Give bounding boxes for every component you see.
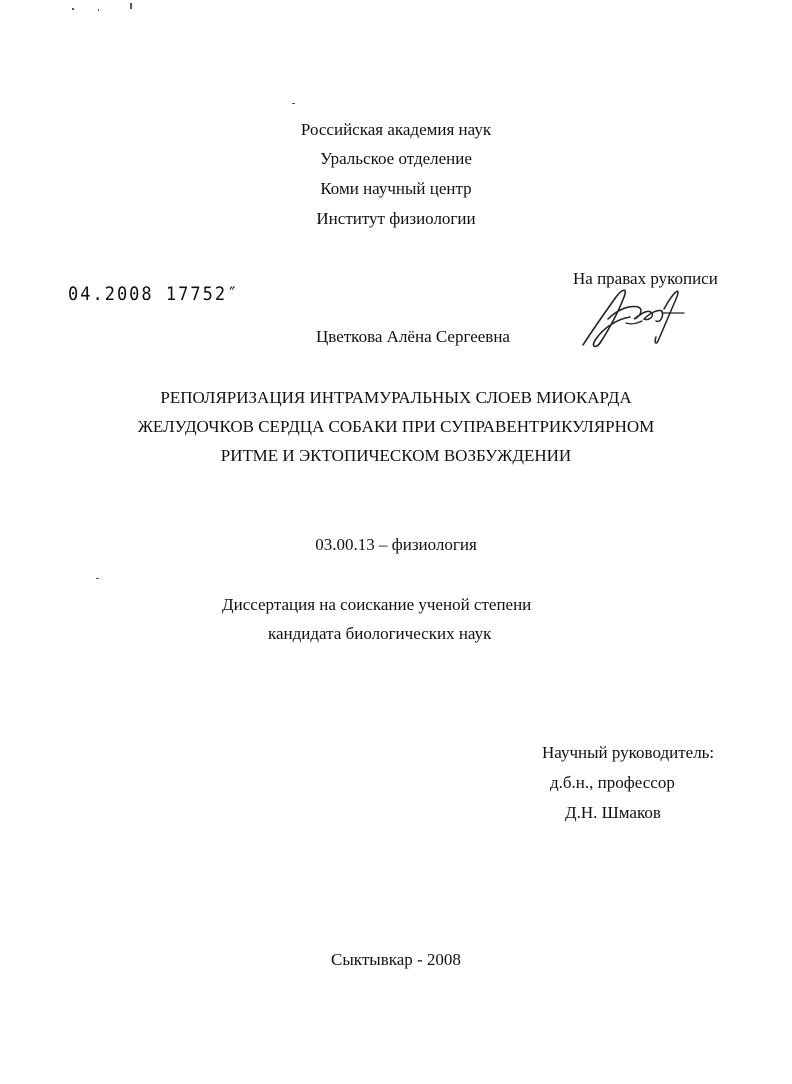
organization-line-3: Коми научный центр — [320, 179, 472, 198]
degree-line-1: Диссертация на соискание ученой степени — [222, 595, 532, 614]
place-and-year: Сыктывкар - 2008 — [331, 950, 461, 969]
registration-number: 04.2008 17752″ — [68, 284, 240, 306]
degree-line-2: кандидата биологических наук — [268, 624, 492, 643]
scan-speck — [96, 578, 99, 579]
organization-line-2: Уральское отделение — [320, 149, 472, 168]
scan-speck — [292, 103, 295, 104]
dissertation-title — [0, 383, 792, 470]
organization-line-1: Российская академия наук — [300, 120, 492, 139]
title-line-1: РЕПОЛЯРИЗАЦИЯ ИНТРАМУРАЛЬНЫХ СЛОЕВ МИОКАРДА — [160, 388, 632, 407]
registration-number-text: 04.2008 17752 — [68, 284, 228, 306]
organization-line-4: Институт физиологии — [316, 209, 476, 228]
scan-speck — [130, 3, 132, 9]
scan-speck — [98, 9, 99, 11]
handwritten-signature — [578, 283, 688, 349]
scan-speck — [72, 8, 74, 10]
supervisor-title: д.б.н., профессор — [550, 773, 675, 792]
title-line-3: РИТМЕ И ЭКТОПИЧЕСКОМ ВОЗБУЖДЕНИИ — [220, 446, 572, 465]
supervisor-name: Д.Н. Шмаков — [565, 803, 661, 822]
title-line-2: ЖЕЛУДОЧКОВ СЕРДЦА СОБАКИ ПРИ СУПРАВЕНТРИКУЛЯРНОМ — [137, 417, 655, 436]
specialty-code: 03.00.13 – физиология — [315, 535, 477, 554]
author-name: Цветкова Алёна Сергеевна — [316, 327, 510, 346]
supervisor-heading: Научный руководитель: — [542, 743, 715, 762]
manuscript-note: На правах рукописи — [573, 269, 718, 288]
